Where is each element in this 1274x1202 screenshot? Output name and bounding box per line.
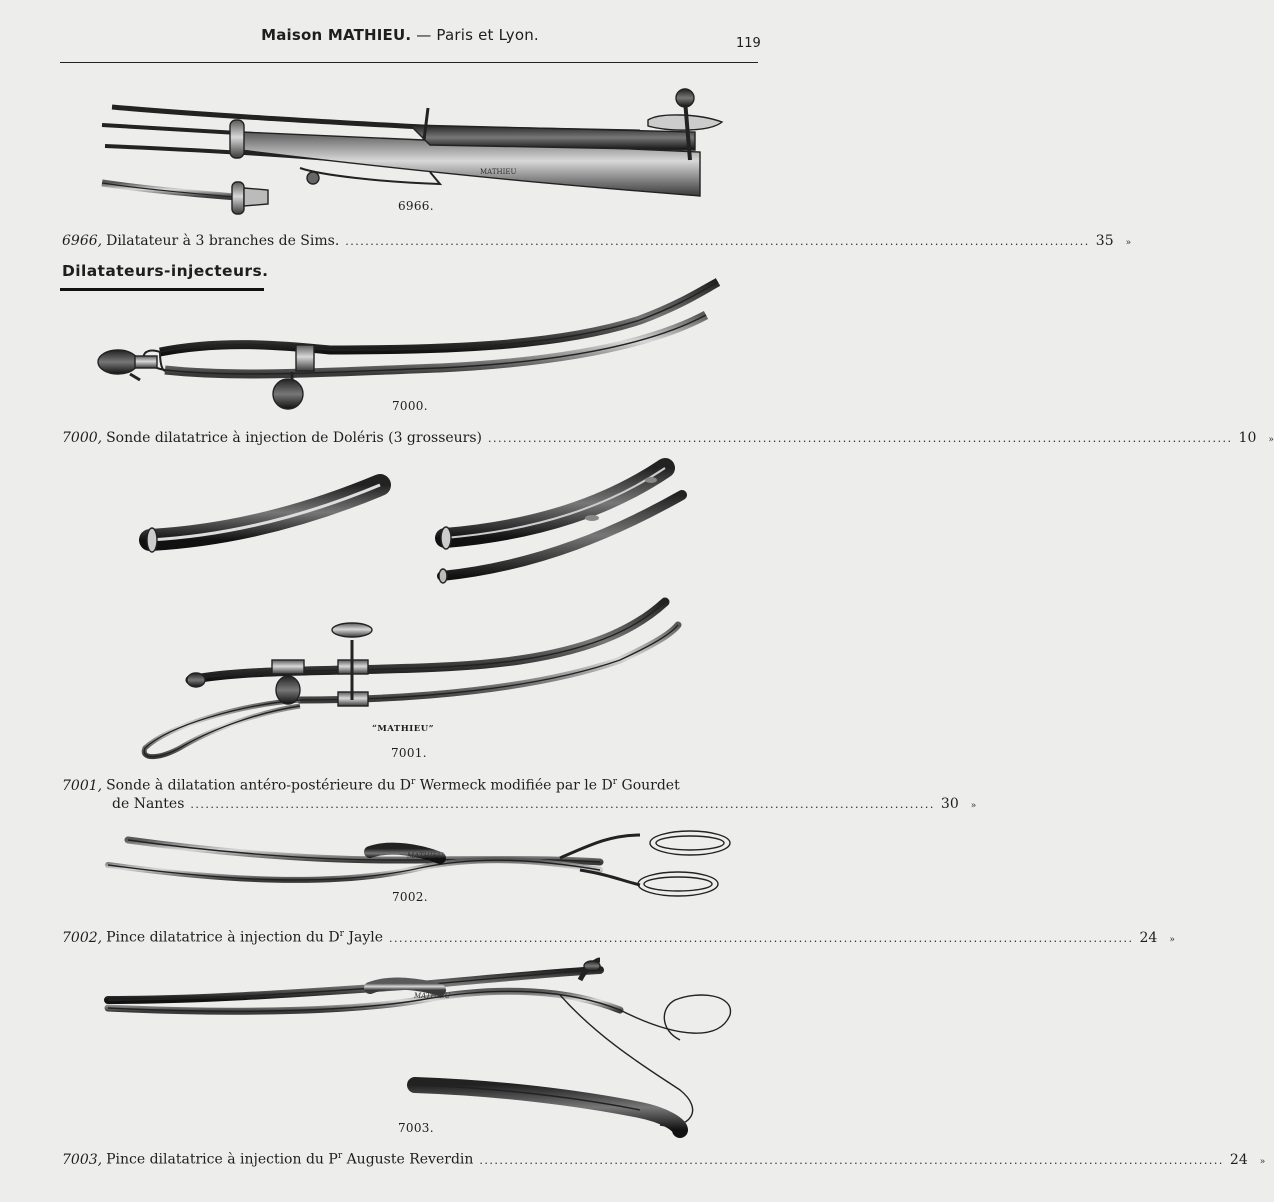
entry-number: 7000, [62,430,103,446]
entry-description: Pince dilatatrice à injection du $P^r$ Auguste Reverdin [106,1151,474,1168]
bougie-right-pair-illustration [439,468,682,583]
entry-number: 7001, [62,777,103,794]
figure-label-7003: 7003. [398,1121,434,1135]
catalog-entry-7000 [62,430,1274,446]
entry-price: 10 [1238,430,1257,446]
catalog-entry-6966 [62,233,1132,249]
entry-price: 35 [1095,233,1114,249]
entry-number: 7003, [62,1151,103,1168]
catalog-entry-7001 [62,777,772,794]
entry-description: Dilatateur à 3 branches de Sims. [106,233,340,249]
entry-price: 24 [1139,929,1158,946]
forceps-7002-illustration [108,831,730,896]
header-house: Maison MATHIEU. [261,26,412,44]
entry-description-continued: de Nantes [112,796,185,812]
leader-dots: ..................................................................................................................................................... [488,432,1233,445]
entry-currency: » [1259,1156,1266,1167]
brand-mark-6966: MATHIEU [480,168,517,176]
header-location: — Paris et Lyon. [416,26,539,44]
leader-dots: ..................................................................................................................................................... [479,1153,1224,1167]
catalog-entry-7002 [62,929,1175,946]
catalog-entry-7003 [62,1151,1266,1168]
entry-number: 6966, [62,233,103,249]
leader-dots: ..................................................................................................................................................... [389,931,1134,945]
page-number: 119 [736,36,761,51]
entry-price: 30 [940,796,959,812]
entry-currency: » [1169,934,1175,945]
figure-label-7002: 7002. [392,890,428,904]
section-title-underline [60,288,264,291]
entry-number: 7002, [62,929,103,946]
leader-dots: ..................................................................................................................................................... [345,235,1090,248]
leader-dots: ..................................................................................................................................................... [190,798,935,811]
entry-description: Sonde dilatatrice à injection de Doléris (3 grosseurs) [106,430,483,446]
sound-7000-illustration [98,282,718,409]
brand-mark-7003: MATHIEU [414,992,451,1000]
entry-description: Sonde à dilatation antéro-postérieure du $D^r$ Wermeck modifiée par le $D^r$ Gourdet [106,777,680,794]
forceps-7003-illustration [108,960,730,1130]
entry-currency: » [1125,238,1132,248]
figure-label-7000: 7000. [392,399,428,413]
dilator-6966-illustration [102,89,722,214]
section-title: Dilatateurs-injecteurs. [62,262,269,280]
catalog-entry-7001-line2 [112,796,977,812]
entry-description: Pince dilatatrice à injection du $D^r$ Jayle [106,929,384,946]
bougie-left-illustration [147,485,380,552]
entry-currency: » [1268,435,1274,445]
entry-currency: » [970,801,977,811]
figure-label-6966: 6966. [398,199,434,213]
figure-label-7001: 7001. [391,746,427,760]
brand-mark-7002: MATHIEU [407,852,444,860]
brand-mark-7001: “MATHIEU” [372,724,435,734]
entry-price: 24 [1229,1151,1248,1168]
